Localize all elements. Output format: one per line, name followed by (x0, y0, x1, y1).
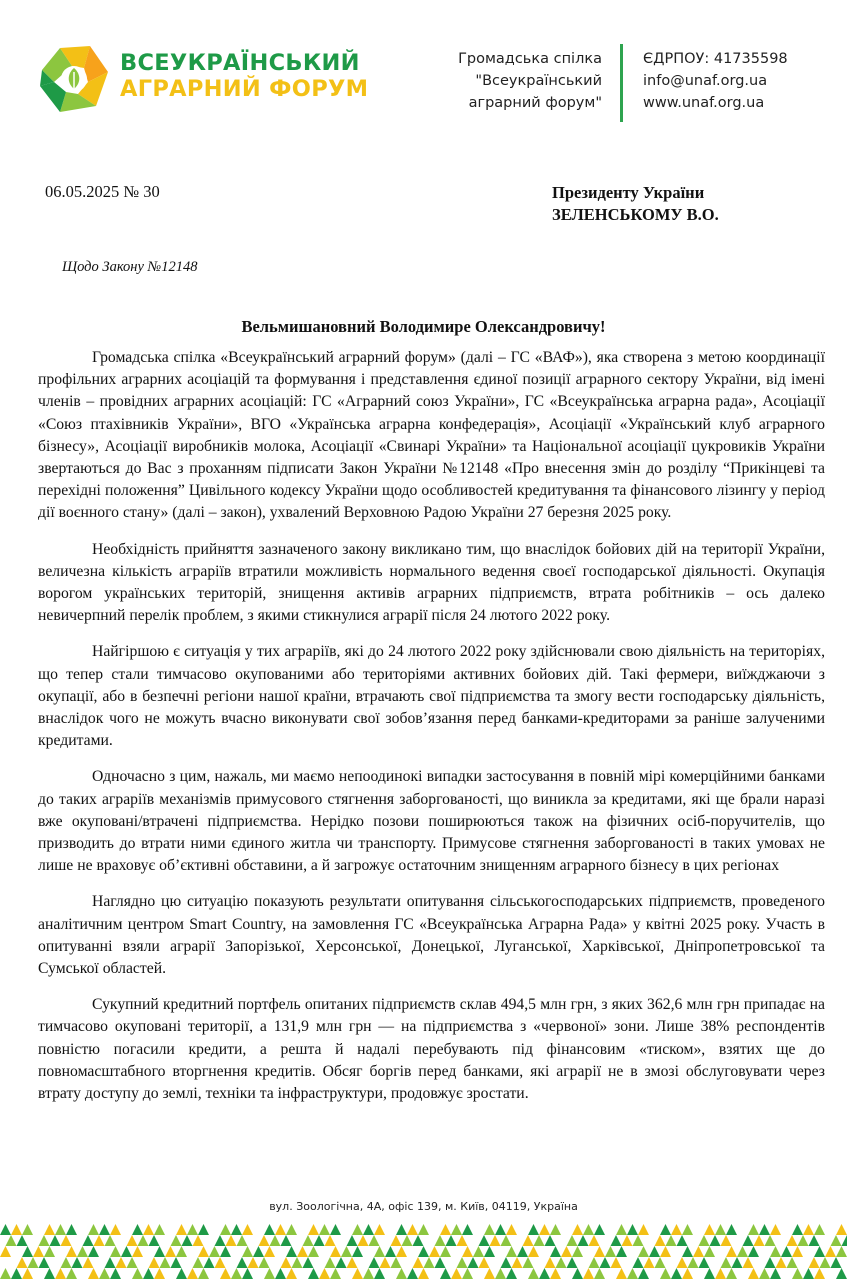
contact-block (643, 48, 788, 114)
recipient (552, 182, 719, 226)
unaf-logo-icon (38, 42, 110, 114)
header-divider (620, 44, 623, 122)
decorative-border (0, 1222, 847, 1280)
email-link[interactable]: info@unaf.org.ua (643, 73, 768, 89)
organization-name (420, 48, 602, 114)
date-number: 06.05.2025 № 30 (45, 182, 160, 201)
recipient-title: Президенту України (552, 183, 705, 202)
paragraph: Найгіршою є ситуація у тих аграріїв, які до 24 лютого 2022 року здійснювали свою діяльність на територіях, що тепер стали тимчасово окупованими або територіями активних бойових дій. Такі фермери, виїжджаючи з окупації, або в безпечні регіони нашої країни, втрачають свої підприємства та змогу вести господарську діяльність, внаслідок чого не можуть вчасно виконувати свої зобов’язання перед банками-кредиторами за раніше залученими кредитами. (38, 643, 825, 750)
org-line-3: аграрний форум" (468, 95, 602, 111)
paragraph: Громадська спілка «Всеукраїнський аграрний форум» (далі – ГС «ВАФ»), яка створена з метою координації профільних аграрних асоціацій та формування і представлення єдиної позиції аграрного сектору України, від імені членів – провідних аграрних асоціацій: ГС «Аграрний союз України», ГС «Всеукраїнська аграрна рада», Асоціації «Союз птахівників України», ВГО «Українська аграрна конфедерація», Асоціації «Український клуб аграрного бізнесу», Асоціації виробників молока, Асоціації «Свинарі України» та Національної асоціації цукровиків України звертаються до Вас з проханням підписати Закон України №12148 «Про внесення змін до розділу “Прикінцеві та перехідні положення” Цивільного кодексу України щодо особливостей кредитування та фінансового лізингу у період дії воєнного стану» (далі – закон), ухвалений Верховною Радою України 27 березня 2025 року. (38, 349, 825, 522)
paragraph: Сукупний кредитний портфель опитаних підприємств склав 494,5 млн грн, з яких 362,6 млн грн припадає на тимчасово окуповані території, а 131,9 млн грн — на підприємства з «червоної» зони. Лише 38% респондентів повністю погасили кредити, а решта й надалі перебувають під фінансовим «тиском», взятих ще до повномасштабного вторгнення кредитів. Обсяг боргів перед банками, які аграрії не в змозі обслуговувати через втрату доступу до землі, техніки та інфраструктури, продовжує зростати. (38, 996, 825, 1103)
paragraph: Одночасно з цим, нажаль, ми маємо непоодинокі випадки застосування в повній мірі комерційними банками до таких аграріїв механізмів примусового стягнення заборгованості, що виникла за кредитами, які ще брали наразі вже окуповані/втрачені підприємства. Нерідко позови поширюються також на фізичних осіб-поручителів, що призводить до втрати ними єдиного житла чи транспорту. Примусове стягнення заборгованості в таких умовах не лише не враховує об’єктивні обставини, а й загрожує остаточним знищенням аграрного бізнесу в цих регіонах (38, 768, 825, 875)
letter-body (38, 347, 825, 1119)
edrpou-code: ЄДРПОУ: 41735598 (643, 51, 788, 67)
greeting: Вельмишановний Володимире Олександровичу! (241, 317, 606, 336)
website-link[interactable]: www.unaf.org.ua (643, 95, 765, 111)
paragraph: Наглядно цю ситуацію показують результати опитування сільськогосподарських підприємств, проведеного аналітичним центром Smart Country, на замовлення ГС «Всеукраїнська Аграрна Рада» у квітні 2025 року. Участь в опитуванні взяли аграрії Запорізької, Херсонської, Донецької, Луганської, Харківської, Дніпропетровської та Сумської областей. (38, 893, 825, 978)
paragraph: Необхідність прийняття зазначеного закону викликано тим, що внаслідок бойових дій на території України, величезна кількість аграріїв втратили можливість нормального ведення своєї господарської діяльності. Окупація ворогом українських територій, знищення активів аграрних підприємств, втрата робітників – ось далеко невичерпний перелік проблем, з якими стикнулися аграрії після 24 лютого 2022 року. (38, 540, 825, 625)
org-line-2: "Всеукраїнський (475, 73, 602, 89)
brand-line-1: ВСЕУКРАЇНСЬКИЙ (120, 50, 360, 76)
footer-address: вул. Зоологічна, 4А, офіс 139, м. Київ, 04119, Україна (269, 1200, 578, 1213)
recipient-name: ЗЕЛЕНСЬКОМУ В.О. (552, 205, 719, 224)
subject-line: Щодо Закону №12148 (62, 259, 198, 275)
brand-line-2: АГРАРНИЙ ФОРУМ (120, 76, 369, 102)
brand-name (120, 50, 368, 102)
org-line-1: Громадська спілка (458, 51, 602, 67)
